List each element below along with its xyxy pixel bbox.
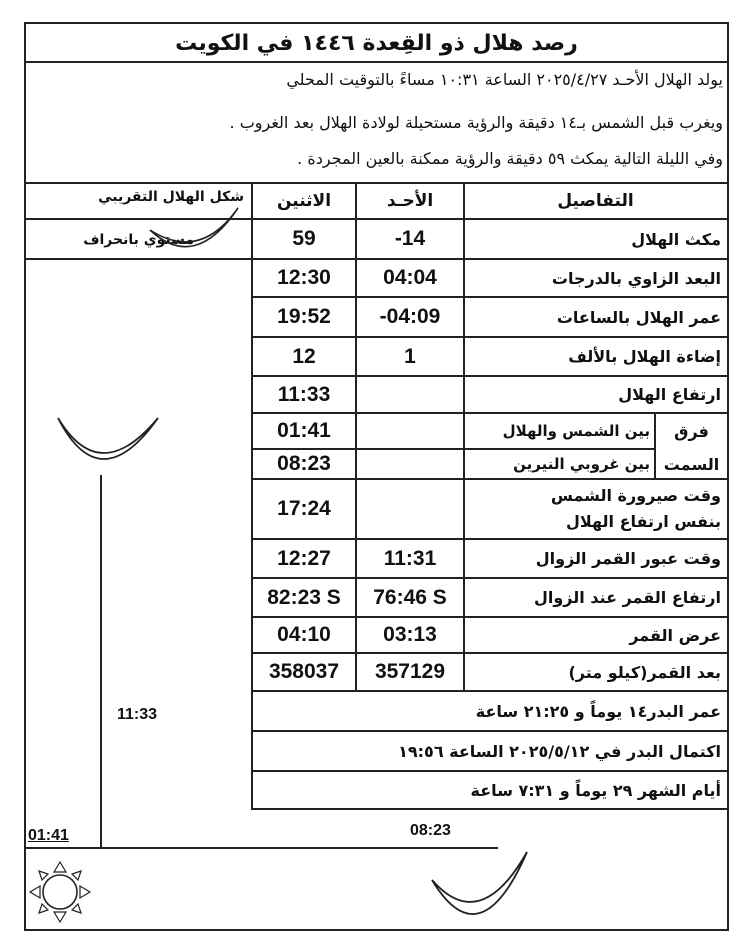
- row-label-transit: وقت عبور القمر الزوال: [535, 549, 721, 568]
- row-label-distance: بعد القمر(كيلو متر): [568, 662, 721, 682]
- intro-line-2: ويغرب قبل الشمس بـ١٤ دقيقة والرؤية مستحيلة لولادة الهلال بعد الغروب .: [229, 113, 723, 132]
- header-monday: الاثنين: [276, 191, 332, 211]
- row-sun-moonstay: -14: [394, 227, 426, 250]
- sun-icon: [30, 862, 90, 922]
- footer-full-moon-date: اكتمال البدر في ٢٠٢٥/٥/١٢ الساعة ١٩:٥٦: [398, 741, 721, 761]
- row-mon-distance: 358037: [268, 660, 340, 683]
- row-mon-elongation: 12:30: [277, 266, 331, 289]
- diff-word-1: فرق: [674, 421, 709, 441]
- row-sun-sun-altitude-time: [357, 480, 463, 538]
- diff-label-2: بين غروبي النيرين: [513, 455, 650, 473]
- row-sun-transit-altitude: 76:46 S: [373, 585, 447, 609]
- row-mon-latitude: 04:10: [277, 623, 331, 646]
- row-label-sun-altitude-time: [465, 480, 727, 538]
- row-mon-moonstay: 59: [292, 227, 316, 250]
- intro-line-3: وفي الليلة التالية يمكث ٥٩ دقيقة والرؤية ممكنة بالعين المجردة .: [297, 149, 723, 168]
- row-label-latitude: عرض القمر: [629, 625, 721, 645]
- row-mon-illumination: 12: [292, 344, 316, 368]
- header-sunday: الأحـد: [386, 191, 434, 211]
- row-sun-latitude: 03:13: [383, 623, 437, 646]
- footer-full-moon-age: عمر البدر١٤ يوماً و ٢١:٢٥ ساعة: [475, 701, 721, 721]
- diagram-altitude-label: 11:33: [117, 706, 158, 723]
- frame-right: [727, 22, 729, 931]
- row-sun-distance: 357129: [374, 660, 446, 683]
- header-details: التفاصيل: [557, 191, 634, 211]
- row-label-altitude: ارتفاع الهلال: [618, 385, 721, 404]
- intro-line-1: يولد الهلال الأحـد ٢٠٢٥/٤/٢٧ الساعة ١٠:٣١ مساءً بالتوقيت المحلي: [286, 70, 723, 89]
- frame-left: [24, 22, 26, 931]
- row-label-moon-age: عمر الهلال بالساعات: [556, 307, 721, 327]
- row-label-transit-altitude: ارتفاع القمر عند الزوال: [533, 588, 721, 607]
- diagram-azimuth-label: 01:41: [28, 827, 69, 844]
- footer-month-days: أيام الشهر ٢٩ يوماً و ٧:٣١ ساعة: [470, 780, 721, 800]
- row-mon-transit: 12:27: [277, 546, 331, 570]
- diff-label-1: بين الشمس والهلال: [502, 422, 650, 440]
- row-sun-moon-age: -04:09: [379, 305, 441, 328]
- diff-mon-1: 01:41: [277, 419, 331, 442]
- diff-word-2: السمت: [663, 454, 720, 474]
- bottom-crescent-icon: [432, 852, 527, 914]
- row-mon-moon-age: 19:52: [277, 305, 331, 328]
- frame-bottom: [24, 929, 729, 931]
- row-mon-sun-altitude-time: 17:24: [277, 497, 331, 520]
- row-sun-elongation: 04:04: [383, 266, 437, 289]
- diagram-sunset-label: 08:23: [410, 822, 451, 839]
- diff-mon-2: 08:23: [277, 452, 331, 475]
- row-mon-altitude: 11:33: [277, 382, 331, 406]
- row-label-elongation: البعد الزاوي بالدرجات: [551, 268, 721, 288]
- shape-row-line: [24, 218, 253, 220]
- title-divider: [24, 61, 729, 63]
- shape-note: مستوي بانحراف: [83, 232, 194, 248]
- row-sun-altitude: [357, 377, 463, 412]
- row-label-illumination: إضاءة الهلال بالألف: [568, 347, 721, 366]
- crescent-moon-icon: [58, 418, 158, 459]
- row-label-sun-altitude-time-text: وقت صيرورة الشمس بنفس ارتفاع الهلال: [550, 486, 721, 531]
- row-mon-transit-altitude: 82:23 S: [267, 585, 341, 609]
- row-sun-transit: 11:31: [383, 546, 437, 570]
- row-label-moonstay: مكث الهلال: [631, 229, 721, 249]
- page-title: رصد هلال ذو القِعدة ١٤٤٦ في الكويت: [175, 30, 578, 56]
- shape-row-line: [24, 258, 253, 260]
- header-shape: شكل الهلال التقريبي: [98, 189, 244, 205]
- row-line: [251, 808, 729, 810]
- row-sun-illumination: 1: [404, 344, 416, 368]
